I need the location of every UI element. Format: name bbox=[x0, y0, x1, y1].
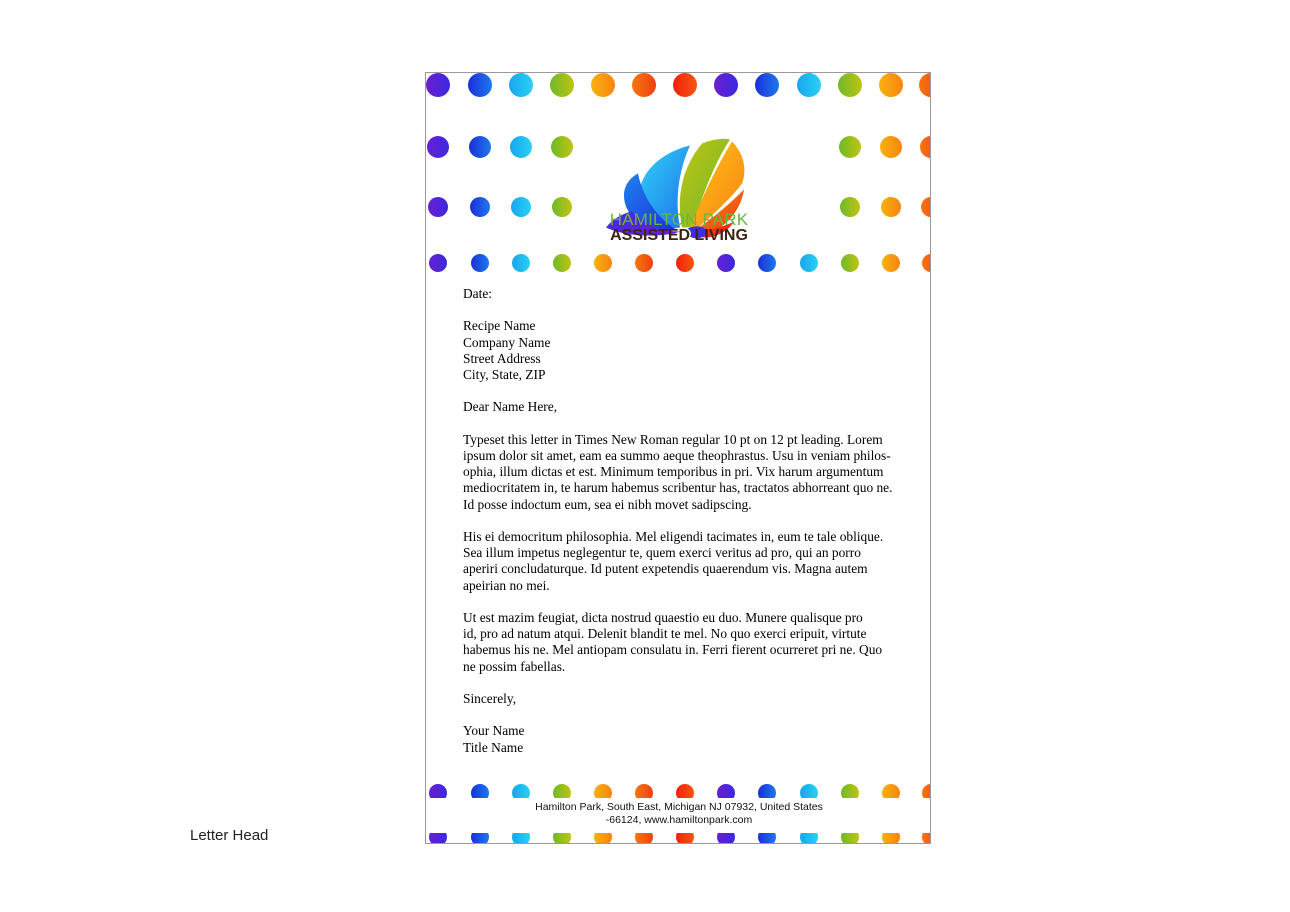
page-caption: Letter Head bbox=[190, 827, 269, 844]
decorative-dot bbox=[468, 73, 492, 97]
decorative-dot bbox=[429, 254, 447, 272]
decorative-dot bbox=[632, 73, 656, 97]
decorative-dot bbox=[838, 73, 862, 97]
footer-line-2: -66124, www.hamiltonpark.com bbox=[605, 813, 753, 826]
paragraph-line: Typeset this letter in Times New Roman regular 10 pt on 12 pt leading. Lorem bbox=[463, 431, 883, 447]
body-paragraph-2 bbox=[463, 529, 903, 594]
paragraph-line: Ut est mazim feugiat, dicta nostrud quaestio eu duo. Munere qualisque pro bbox=[463, 609, 863, 625]
decorative-dot bbox=[426, 73, 450, 97]
signature-title: Title Name bbox=[463, 739, 524, 755]
decorative-dot bbox=[758, 254, 776, 272]
letter-body bbox=[463, 286, 903, 772]
paragraph-line: His ei democritum philosophia. Mel eligendi tacimates in, eum te tale oblique. bbox=[463, 528, 884, 544]
decorative-dot bbox=[879, 73, 903, 97]
paragraph-line: id, pro ad natum atqui. Delenit blandit te mel. No quo exerci eripuit, virtute bbox=[463, 626, 867, 642]
decorative-dot bbox=[471, 254, 489, 272]
body-paragraph-3 bbox=[463, 610, 903, 675]
logo-leaf-icon bbox=[602, 105, 752, 280]
decorative-dot bbox=[673, 73, 697, 97]
decorative-dot bbox=[755, 73, 779, 97]
decorative-dot bbox=[509, 73, 533, 97]
decorative-dot bbox=[919, 73, 931, 97]
decorative-dot bbox=[591, 73, 615, 97]
paragraph-line: ipsum dolor sit amet, eam ea summo aeque theophrastus. Usu in veniam philos- bbox=[463, 447, 891, 463]
decorative-dot bbox=[922, 254, 931, 272]
recipient-company: Company Name bbox=[463, 334, 551, 350]
decorative-dot bbox=[551, 136, 573, 158]
decorative-dot bbox=[510, 136, 532, 158]
decorative-dot bbox=[797, 73, 821, 97]
recipient-block bbox=[463, 318, 903, 383]
paragraph-line: aperiri concludaturque. Id putent expetendis quaerendum vis. Magna autem bbox=[463, 561, 868, 577]
date-line: Date: bbox=[463, 286, 492, 301]
closing: Sincerely, bbox=[463, 690, 517, 706]
footer-address bbox=[426, 801, 931, 826]
signature-name: Your Name bbox=[463, 723, 525, 739]
letterhead-page bbox=[425, 72, 931, 844]
decorative-dot bbox=[800, 254, 818, 272]
recipient-street: Street Address bbox=[463, 350, 541, 366]
paragraph-line: apeirian no mei. bbox=[463, 577, 550, 593]
logo-subtitle: ASSISTED LIVING bbox=[610, 227, 748, 244]
body-paragraph-1 bbox=[463, 432, 903, 513]
paragraph-line: habemus his ne. Mel antiopam consulatu in. Ferri fierent ocurreret pri ne. Quo bbox=[463, 642, 883, 658]
footer-line-1: Hamilton Park, South East, Michigan NJ 07932, United States bbox=[535, 801, 823, 813]
decorative-dot bbox=[920, 136, 931, 158]
recipient-name: Recipe Name bbox=[463, 318, 536, 334]
paragraph-line: Id posse indoctum eum, sea ei nibh movet sadipscing. bbox=[463, 496, 752, 512]
decorative-dot bbox=[880, 136, 902, 158]
decorative-dot bbox=[550, 73, 574, 97]
decorative-dot bbox=[427, 136, 449, 158]
salutation: Dear Name Here, bbox=[463, 399, 558, 415]
decorative-dot bbox=[882, 254, 900, 272]
decorative-dot bbox=[512, 254, 530, 272]
decorative-dot bbox=[839, 136, 861, 158]
decorative-dot bbox=[469, 136, 491, 158]
paragraph-line: mediocritatem in, te harum habemus scribentur has, tractatos abhorreant quo ne. bbox=[463, 480, 893, 496]
decorative-dot bbox=[841, 254, 859, 272]
signature-block bbox=[463, 723, 903, 755]
logo-title: HAMILTON PARK bbox=[609, 210, 749, 229]
decorative-dot bbox=[714, 73, 738, 97]
paragraph-line: ne possim fabellas. bbox=[463, 658, 566, 674]
paragraph-line: Sea illum impetus neglegentur te, quem exerci veritus ad pro, qui an porro bbox=[463, 545, 861, 561]
paragraph-line: ophia, illum dictas et est. Minimum temporibus in pri. Vix harum argumentum bbox=[463, 464, 884, 480]
decorative-dot bbox=[553, 254, 571, 272]
recipient-city: City, State, ZIP bbox=[463, 367, 546, 382]
